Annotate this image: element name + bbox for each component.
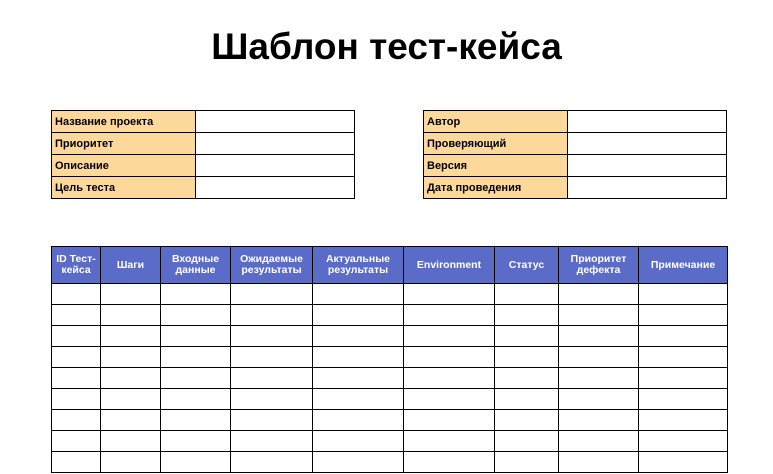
table-cell[interactable] [52,347,101,368]
info-value-field[interactable] [568,177,727,199]
table-cell[interactable] [559,305,639,326]
table-cell[interactable] [161,389,231,410]
table-cell[interactable] [231,284,313,305]
table-cell[interactable] [101,389,161,410]
table-cell[interactable] [639,284,728,305]
table-cell[interactable] [313,410,404,431]
table-row [52,347,728,368]
info-row [424,155,727,177]
table-cell[interactable] [559,368,639,389]
info-value-field[interactable] [196,155,355,177]
info-label: Описание [52,155,196,177]
table-cell[interactable] [639,326,728,347]
column-header: Примечание [639,247,728,284]
table-cell[interactable] [495,389,559,410]
column-header: Актуальные результаты [313,247,404,284]
table-cell[interactable] [161,284,231,305]
info-label: Приоритет [52,133,196,155]
table-cell[interactable] [495,305,559,326]
info-row [424,177,727,199]
table-cell[interactable] [639,305,728,326]
info-label: Версия [424,155,568,177]
table-cell[interactable] [231,389,313,410]
table-cell[interactable] [101,347,161,368]
table-cell[interactable] [101,410,161,431]
table-row [52,326,728,347]
table-cell[interactable] [559,389,639,410]
info-label: Цель теста [52,177,196,199]
table-cell[interactable] [161,305,231,326]
table-cell[interactable] [231,347,313,368]
table-cell[interactable] [161,452,231,473]
table-cell[interactable] [101,368,161,389]
table-cell[interactable] [639,347,728,368]
table-cell[interactable] [639,368,728,389]
table-cell[interactable] [559,431,639,452]
table-cell[interactable] [313,431,404,452]
info-label: Название проекта [52,111,196,133]
info-value-field[interactable] [568,111,727,133]
table-cell[interactable] [404,347,495,368]
info-row [52,177,355,199]
table-cell[interactable] [101,305,161,326]
table-cell[interactable] [101,326,161,347]
table-cell[interactable] [495,431,559,452]
column-header: Приоритет дефекта [559,247,639,284]
column-header: Ожидаемые результаты [231,247,313,284]
table-row [52,305,728,326]
table-cell[interactable] [52,452,101,473]
table-cell[interactable] [52,326,101,347]
table-cell[interactable] [495,326,559,347]
info-label: Автор [424,111,568,133]
info-label: Дата проведения [424,177,568,199]
table-row [52,389,728,410]
table-cell[interactable] [495,410,559,431]
table-cell[interactable] [52,410,101,431]
table-cell[interactable] [559,284,639,305]
table-cell[interactable] [404,452,495,473]
table-cell[interactable] [559,452,639,473]
column-header: Статус [495,247,559,284]
table-cell[interactable] [101,284,161,305]
info-value-field[interactable] [196,177,355,199]
column-header: Шаги [101,247,161,284]
project-info-table [51,110,355,199]
table-cell[interactable] [404,389,495,410]
table-cell[interactable] [404,368,495,389]
table-cell[interactable] [161,410,231,431]
table-cell[interactable] [313,284,404,305]
table-row [52,431,728,452]
table-cell[interactable] [559,326,639,347]
info-value-field[interactable] [196,111,355,133]
table-cell[interactable] [231,368,313,389]
table-cell[interactable] [52,389,101,410]
column-header: ID Тест-кейса [52,247,101,284]
table-cell[interactable] [231,410,313,431]
table-cell[interactable] [313,368,404,389]
table-cell[interactable] [52,305,101,326]
info-value-field[interactable] [196,133,355,155]
table-cell[interactable] [639,431,728,452]
table-cell[interactable] [559,410,639,431]
table-cell[interactable] [639,410,728,431]
table-row [52,368,728,389]
table-cell[interactable] [313,305,404,326]
table-cell[interactable] [313,347,404,368]
table-cell[interactable] [231,452,313,473]
table-cell[interactable] [231,431,313,452]
info-row [52,111,355,133]
table-cell[interactable] [161,431,231,452]
table-cell[interactable] [101,431,161,452]
column-header: Environment [404,247,495,284]
info-value-field[interactable] [568,155,727,177]
table-cell[interactable] [101,452,161,473]
table-cell[interactable] [52,284,101,305]
table-cell[interactable] [313,389,404,410]
info-row [424,133,727,155]
table-cell[interactable] [495,284,559,305]
table-cell[interactable] [404,410,495,431]
table-cell[interactable] [52,431,101,452]
table-cell[interactable] [161,347,231,368]
info-row [52,133,355,155]
table-row [52,284,728,305]
test-case-table [51,246,728,473]
table-cell[interactable] [313,452,404,473]
table-cell[interactable] [495,368,559,389]
table-cell[interactable] [161,326,231,347]
table-cell[interactable] [231,326,313,347]
table-cell[interactable] [495,452,559,473]
table-row [52,410,728,431]
table-cell[interactable] [404,326,495,347]
info-value-field[interactable] [568,133,727,155]
table-cell[interactable] [231,305,313,326]
table-cell[interactable] [404,284,495,305]
table-cell[interactable] [404,305,495,326]
column-header: Входные данные [161,247,231,284]
table-cell[interactable] [52,368,101,389]
table-cell[interactable] [495,347,559,368]
table-cell[interactable] [559,347,639,368]
page-title: Шаблон тест-кейса [211,26,562,67]
author-info-table [423,110,727,199]
table-cell[interactable] [404,431,495,452]
info-row [424,111,727,133]
info-row [52,155,355,177]
info-label: Проверяющий [424,133,568,155]
table-cell[interactable] [161,368,231,389]
table-cell[interactable] [639,389,728,410]
table-cell[interactable] [313,326,404,347]
table-row [52,452,728,473]
table-cell[interactable] [639,452,728,473]
